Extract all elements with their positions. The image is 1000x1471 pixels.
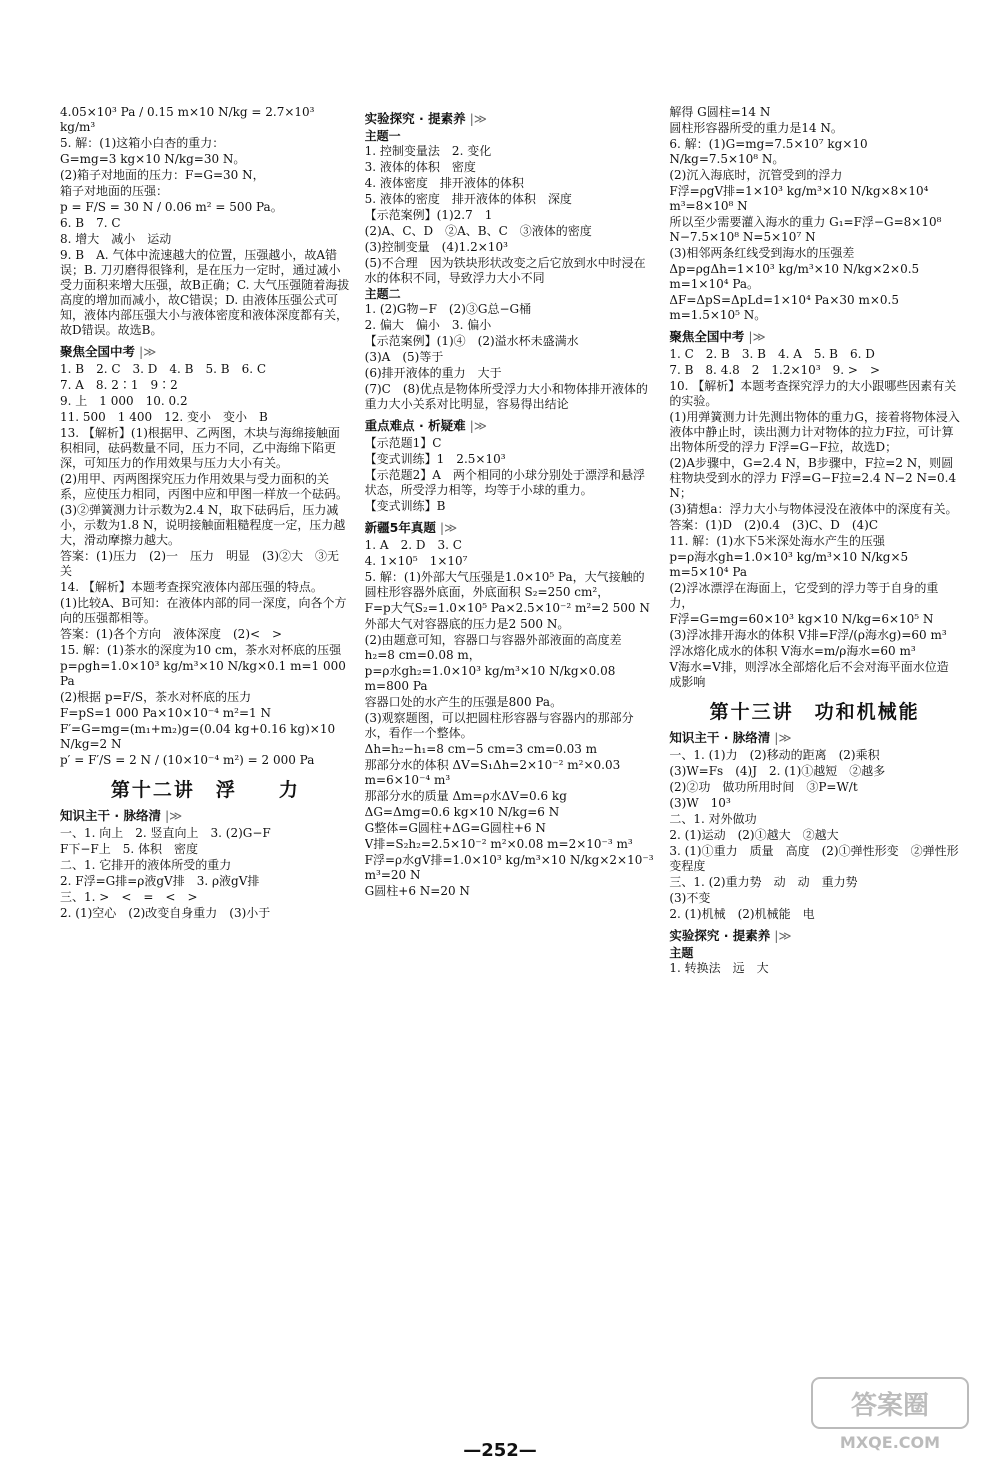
answer-line: (2)沉入海底时，沉管受到的浮力: [669, 168, 843, 182]
answer-line: Δh=h₂−h₁=8 cm−5 cm=3 cm=0.03 m: [364, 742, 598, 756]
answer-line: 浮冰熔化成水的体积 V海水=m/ρ海水=60 m³: [669, 644, 916, 658]
section-marker-icon: |≫: [469, 418, 487, 433]
column-left: [60, 105, 351, 1435]
answer-line: (2)浮冰漂浮在海面上，它受到的浮力等于自身的重力，: [669, 581, 939, 610]
answer-line: ΔF=ΔpS=ΔpLd=1×10⁴ Pa×30 m×0.5 m=1.5×10⁵ N。: [669, 293, 899, 322]
answer-line: (2)由题意可知，容器口与容器外部液面的高度差 h₂=8 cm=0.08 m，: [364, 633, 622, 662]
answer-line: 11. 解：(1)水下5米深处海水产生的压强: [669, 534, 885, 548]
answer-line: (3)猜想a：浮力大小与物体浸没在液体中的深度有关。: [669, 502, 958, 516]
section-marker-icon: |≫: [439, 520, 458, 535]
answer-line: V海水=V排，则浮冰全部熔化后不会对海平面水位造成影响: [669, 660, 949, 689]
answer-line: 11. 500 1 400 12. 变小 变小 B: [60, 410, 268, 424]
answer-line: 三、1. > < = < >: [60, 890, 198, 904]
answer-line: (1)比较A、B可知：在液体内部的同一深度，向各个方向的压强都相等。: [60, 596, 347, 625]
section-heading: [365, 111, 656, 126]
answer-line: 二、1. 它排开的液体所受的重力: [60, 858, 232, 872]
answer-line: p′ = F′/S = 2 N / (10×10⁻⁴ m²) = 2 000 Pa: [60, 753, 315, 767]
subtopic-heading: 主题一: [364, 129, 401, 143]
answer-line: 所以至少需要灌入海水的重力 G₁=F浮−G=8×10⁸ N−7.5×10⁸ N=5×10⁷ N: [669, 215, 942, 244]
section-heading: [60, 344, 351, 359]
answer-line: V排=S₂h₂=2.5×10⁻² m²×0.08 m=2×10⁻³ m³: [364, 837, 633, 851]
answer-line: 5. 解：(1)外部大气压强是1.0×10⁵ Pa，大气接触的圆柱形容器外底面，外底面积 S₂=250 cm²，: [364, 570, 645, 599]
answer-line: (2)A步骤中，G=2.4 N，B步骤中，F拉=2 N，则圆柱物块受到水的浮力 F浮=G−F拉=2.4 N−2 N=0.4 N；: [669, 456, 957, 500]
answer-line: (3)W 10³: [669, 796, 731, 810]
answer-line: (3)A (5)等于: [364, 350, 444, 364]
answer-line: (3)相邻两条红线受到海水的压强差: [669, 246, 855, 260]
answer-line: 9. 上 1 000 10. 0.2: [60, 394, 188, 408]
answer-line: 【示范题2】A 两个相同的小球分别处于漂浮和悬浮状态，所受浮力相等，均等于小球的重力。: [364, 468, 645, 497]
answer-line: 【变式训练】B: [364, 499, 446, 513]
answer-line: (3)浮冰排开海水的体积 V排=F浮/(ρ海水g)=60 m³: [669, 628, 947, 642]
answer-line: 7. A 8. 2∶1 9∶2: [60, 378, 178, 392]
answer-line: p=ρ水gh₂=1.0×10³ kg/m³×10 N/kg×0.08 m=800 Pa: [364, 664, 616, 693]
answer-line: 5. 解：(1)这箱小白杏的重力：: [60, 136, 225, 150]
watermark-logo: [810, 1376, 970, 1456]
answer-line: 圆柱形容器所受的重力是14 N。: [669, 121, 843, 135]
answer-line: 5. 液体的密度 排开液体的体积 深度: [364, 192, 572, 206]
section-marker-icon: |≫: [774, 928, 792, 943]
answer-line: 13. 【解析】(1)根据甲、乙两图，木块与海绵接触面积相同，砝码数量不同，压力不同，乙中海绵下陷更深，可知压力的作用效果与压力大小有关。: [60, 426, 340, 470]
answer-line: 4. 1×10⁵ 1×10⁷: [364, 554, 468, 568]
section-marker-icon: |≫: [139, 344, 157, 359]
answer-line: 8. 增大 减小 运动: [60, 232, 172, 246]
answer-line: 答案：(1)压力 (2)一 压力 明显 (3)②大 ③无关: [60, 549, 339, 578]
section-heading: [669, 928, 960, 943]
answer-line: (2)②功 做功所用时间 ③P=W/t: [669, 780, 858, 794]
answer-line: 6. B 7. C: [60, 216, 121, 230]
answer-line: G整体=G圆柱+ΔG=G圆柱+6 N: [364, 821, 546, 835]
section-heading-text: 聚焦全国中考: [669, 329, 745, 344]
answer-line: 容器口处的水产生的压强是800 Pa。: [364, 695, 563, 709]
section-heading: [669, 730, 960, 745]
answer-line: 1. (2)G物−F (2)③G总−G桶: [364, 302, 532, 316]
answer-line: F=p大气S₂=1.0×10⁵ Pa×2.5×10⁻² m²=2 500 N: [364, 601, 650, 615]
section-heading: [365, 418, 656, 433]
column-middle: [365, 105, 656, 1435]
answer-line: 【变式训练】1 2.5×10³: [364, 452, 506, 466]
answer-line: 二、1. 对外做功: [669, 812, 757, 826]
answer-line: 14. 【解析】本题考查探究液体内部压强的特点。: [60, 580, 323, 594]
section-heading-text: 实验探究 · 提素养: [364, 111, 466, 126]
answer-line: (3)不变: [669, 891, 711, 905]
section-heading: [365, 520, 656, 535]
answer-line: (5)不合理 因为铁块形状改变之后它放到水中时浸在水的体积不同，导致浮力大小不同: [364, 256, 646, 285]
answer-line: F浮=ρ水gV排=1.0×10³ kg/m³×10 N/kg×2×10⁻³ m³=20 N: [364, 853, 654, 882]
answer-line: 1. A 2. D 3. C: [364, 538, 462, 552]
column-right: [669, 105, 960, 1435]
answer-line: 6. 解：(1)G=mg=7.5×10⁷ kg×10 N/kg=7.5×10⁸ N。: [669, 137, 868, 166]
answer-line: 三、1. (2)重力势 动 动 重力势: [669, 875, 858, 889]
answer-line: 外部大气对容器底的压力是2 500 N。: [364, 617, 570, 631]
answer-line: 一、1. 向上 2. 竖直向上 3. (2)G−F: [60, 826, 271, 840]
answer-line: (7)C (8)优点是物体所受浮力大小和物体排开液体的重力大小关系对比明显，容易得出结论: [364, 382, 648, 411]
section-heading-text: 知识主干 · 脉络清: [60, 808, 161, 823]
section-heading-text: 实验探究 · 提素养: [669, 928, 771, 943]
section-marker-icon: |≫: [164, 808, 183, 823]
section-heading-text: 新疆5年真题: [364, 520, 436, 535]
section-marker-icon: |≫: [469, 111, 487, 126]
answer-line: 15. 解：(1)茶水的深度为10 cm，茶水对杯底的压强: [60, 643, 342, 657]
section-heading-text: 知识主干 · 脉络清: [669, 730, 771, 745]
answer-line: 3. 液体的体积 密度: [364, 160, 476, 174]
answer-line: (3)控制变量 (4)1.2×10³: [364, 240, 508, 254]
answer-line: 一、1. (1)力 (2)移动的距离 (2)乘积: [669, 748, 880, 762]
answer-line: F=pS=1 000 Pa×10×10⁻⁴ m²=1 N: [60, 706, 271, 720]
answer-line: p = F/S = 30 N / 0.06 m² = 500 Pa。: [60, 200, 283, 214]
answer-line: (2)A、C、D ②A、B、C ③液体的密度: [364, 224, 592, 238]
answer-line: 1. 转换法 远 大: [669, 961, 769, 975]
chapter-title: 第十二讲 浮 力: [110, 779, 300, 801]
answer-line: 【示范题1】C: [364, 436, 442, 450]
answer-line: 那部分水的质量 Δm=ρ水ΔV=0.6 kg: [364, 789, 567, 803]
answer-line: 那部分水的体积 ΔV=S₁Δh=2×10⁻² m²×0.03 m=6×10⁻⁴ m³: [364, 758, 621, 787]
answer-line: G=mg=3 kg×10 N/kg=30 N。: [60, 152, 246, 166]
answer-line: 解得 G圆柱=14 N: [669, 105, 771, 119]
page-number: —252—: [463, 1440, 537, 1461]
answer-line: 3. (1)①重力 质量 高度 (2)①弹性形变 ②弹性形变程度: [669, 844, 959, 873]
answer-line: (6)排开液体的重力 大于: [364, 366, 502, 380]
answer-line: 2. F浮=G排=ρ液gV排 3. ρ液gV排: [60, 874, 260, 888]
answer-line: 9. B A. 气体中流速越大的位置，压强越小，故A错误；B. 刀刃磨得很锋利，是在压力一定时，通过减小受力面积来增大压强，故B正确；C. 大气压强随着海拔高度的增加而减小，故C错误；D. 由液体压强公式可知，液体内部压强大小与液体密度和液体深度都有关，故D错误。故选B。: [60, 248, 350, 337]
section-heading: [60, 808, 351, 823]
answer-line: (3)②弹簧测力计示数为2.4 N，取下砝码后，压力减小，示数为1.8 N，说明接触面粗糙程度一定，压力越大，滑动摩擦力越大。: [60, 503, 346, 547]
section-heading: [669, 329, 960, 344]
answer-line: F下−F上 5. 体积 密度: [60, 842, 198, 856]
watermark-url: MXQE.COM: [839, 1433, 941, 1452]
answer-line: 2. (1)运动 (2)①越大 ②越大: [669, 828, 839, 842]
section-heading-text: 重点难点 · 析疑难: [364, 418, 466, 433]
answer-line: (2)根据 p=F/S，茶水对杯底的压力: [60, 690, 252, 704]
chapter-title: 第十三讲 功和机械能: [709, 701, 920, 723]
answer-line: 4.05×10³ Pa / 0.15 m×10 N/kg = 2.7×10³ kg/m³: [60, 105, 315, 134]
answer-line: p=ρgh=1.0×10³ kg/m³×10 N/kg×0.1 m=1 000 Pa: [60, 659, 346, 688]
answer-line: 2. (1)空心 (2)改变自身重力 (3)小于: [60, 906, 271, 920]
answer-line: 【示范案例】(1)2.7 1: [364, 208, 493, 222]
answer-line: (1)用弹簧测力计先测出物体的重力G，接着将物体浸入液体中静止时，读出测力计对物体的拉力F拉，可计算出物体所受的浮力 F浮=G−F拉，故选D；: [669, 410, 960, 454]
answer-line: 箱子对地面的压强：: [60, 184, 169, 198]
section-marker-icon: |≫: [748, 329, 766, 344]
answer-line: 1. C 2. B 3. B 4. A 5. B 6. D: [669, 347, 875, 361]
subtopic-heading: 主题二: [364, 287, 401, 301]
answer-line: F′=G=mg=(m₁+m₂)g=(0.04 kg+0.16 kg)×10 N/kg=2 N: [60, 722, 336, 751]
answer-page: [60, 105, 960, 1435]
answer-line: 1. 控制变量法 2. 变化: [364, 144, 492, 158]
answer-line: 10. 【解析】本题考查探究浮力的大小跟哪些因素有关的实验。: [669, 379, 957, 408]
answer-line: 答案：(1)各个方向 液体深度 (2)< >: [60, 627, 283, 641]
subtopic-heading: 主题: [669, 946, 694, 960]
answer-line: (3)观察题图，可以把圆柱形容器与容器内的那部分水，看作一个整体。: [364, 711, 634, 740]
answer-line: (3)W=Fs (4)J 2. (1)①越短 ②越多: [669, 764, 886, 778]
answer-line: ΔG=Δmg=0.6 kg×10 N/kg=6 N: [364, 805, 560, 819]
answer-line: 1. B 2. C 3. D 4. B 5. B 6. C: [60, 362, 267, 376]
answer-line: 7. B 8. 4.8 2 1.2×10³ 9. > >: [669, 363, 881, 377]
section-heading-text: 聚焦全国中考: [60, 344, 136, 359]
answer-line: Δp=ρgΔh=1×10³ kg/m³×10 N/kg×2×0.5 m=1×10⁴ Pa。: [669, 262, 920, 291]
answer-line: F浮=G=mg=60×10³ kg×10 N/kg=6×10⁵ N: [669, 612, 934, 626]
answer-line: 2. (1)机械 (2)机械能 电: [669, 907, 815, 921]
answer-line: (2)用甲、丙两图探究压力作用效果与受力面积的关系，应使压力相同，丙图中应和甲图一样放一个砝码。: [60, 472, 349, 501]
answer-line: 4. 液体密度 排开液体的体积: [364, 176, 524, 190]
answer-line: 【示范案例】(1)④ (2)溢水杯未盛满水: [364, 334, 579, 348]
watermark-text: 答案圈: [850, 1391, 930, 1421]
answer-line: 答案：(1)D (2)0.4 (3)C、D (4)C: [669, 518, 879, 532]
answer-line: F浮=ρgV排=1×10³ kg/m³×10 N/kg×8×10⁴ m³=8×10⁸ N: [669, 184, 929, 213]
answer-line: (2)箱子对地面的压力：F=G=30 N，: [60, 168, 265, 182]
answer-line: p=ρ海水gh=1.0×10³ kg/m³×10 N/kg×5 m=5×10⁴ Pa: [669, 550, 909, 579]
section-marker-icon: |≫: [774, 730, 792, 745]
answer-line: 2. 偏大 偏小 3. 偏小: [364, 318, 492, 332]
answer-line: G圆柱+6 N=20 N: [364, 884, 470, 898]
